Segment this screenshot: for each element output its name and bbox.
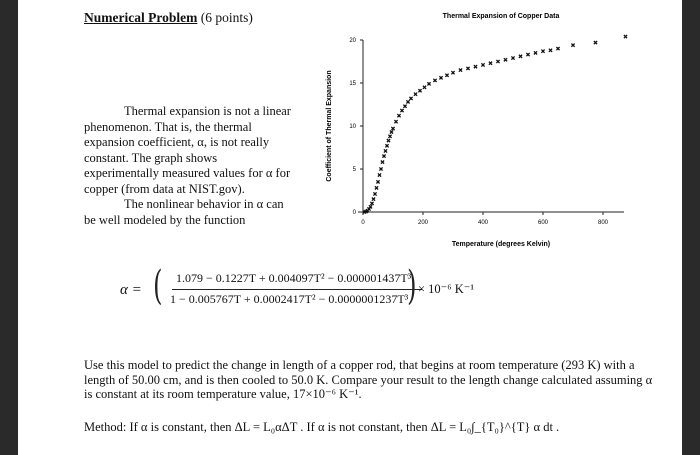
x-axis-label: Temperature (degrees Kelvin) [451,241,551,248]
document-page [18,0,682,455]
fraction-bar [172,289,422,290]
intro-text-2: The nonlinear behavior in α can be well modeled by the function [84,197,284,227]
x-tick-label: 800 [597,220,609,226]
data-point [451,71,454,74]
data-point [397,114,400,117]
intro-text-1: Thermal expansion is not a linear phenomenon. That is, the thermal expansion coefficient, α, is not really constant. The graph shows experimentally measured values for α for copper (from data at NIST.gov). [84,104,291,196]
formula-numerator: 1.079 − 0.1227T + 0.004097T² − 0.000001437T³ [176,271,412,285]
x-tick-label: 400 [477,220,489,226]
data-point [519,55,522,58]
y-tick-label: 0 [352,210,356,216]
x-tick-label: 200 [417,220,429,226]
data-point [379,167,382,170]
x-tick-label: 600 [537,220,549,226]
formula-multiplier: × 10⁻⁶ K⁻¹ [418,282,475,296]
data-point [414,93,417,96]
data-point [624,35,627,38]
formula-denominator: 1 − 0.005767T + 0.0002417T² − 0.0000001237T³ [170,292,409,306]
data-point [459,69,462,72]
heading-title: Numerical Problem [84,10,198,25]
data-point [372,198,375,201]
data-point [375,186,378,189]
y-tick-label: 20 [349,38,356,44]
data-point [427,82,430,85]
data-point [403,105,406,108]
method-text: Method: If α is constant, then ΔL = L₀αΔT . If α is not constant, then ΔL = L₀∫_{T₀}^{T} α dt . [84,420,560,434]
data-point [388,135,391,138]
data-point [466,67,469,70]
data-point [382,155,385,158]
data-point [511,56,514,59]
data-point [439,76,442,79]
data-point [394,120,397,123]
data-point [534,51,537,54]
data-point [549,49,552,52]
heading-points: (6 points) [197,10,253,25]
data-point [376,180,379,183]
data-point [526,53,529,56]
data-point [385,144,388,147]
intro-paragraph [84,104,294,228]
data-point [541,50,544,53]
data-point [391,127,394,130]
data-point [409,97,412,100]
data-point [384,149,387,152]
data-point [594,41,597,44]
x-tick-label: 0 [361,220,365,226]
left-paren: ( [153,263,163,309]
data-point [474,65,477,68]
y-tick-label: 10 [349,124,356,130]
data-point [390,130,393,133]
data-point [496,60,499,63]
data-point [381,161,384,164]
data-point [481,63,484,66]
right-paren: ) [407,263,417,309]
problem-heading [84,10,253,26]
formula-lhs: α = [120,282,142,298]
data-point [418,89,421,92]
data-point [406,100,409,103]
data-point [489,62,492,65]
y-axis-label: Coefficient of Thermal Expansion [326,70,333,182]
data-point [373,192,376,195]
data-point [423,86,426,89]
problem-statement: Use this model to predict the change in length of a copper rod, that begins at room temperature (293 K) with a length of 50.00 cm, and is then cooled to 50.0 K. Compare your result to the length change calculated assuming α is constant at its room temperature value, 17×10⁻⁶ K⁻¹. [84,358,653,401]
data-point [387,139,390,142]
data-point [504,58,507,61]
data-point [433,79,436,82]
alpha-formula [120,262,540,322]
data-point [556,47,559,50]
chart-title: Thermal Expansion of Copper Data [442,13,560,20]
data-point [445,74,448,77]
thermal-expansion-chart [318,0,682,260]
data-point [378,173,381,176]
y-tick-label: 5 [352,167,356,173]
data-point [571,44,574,47]
y-tick-label: 15 [349,81,356,87]
data-point [370,202,373,205]
data-point [400,109,403,112]
